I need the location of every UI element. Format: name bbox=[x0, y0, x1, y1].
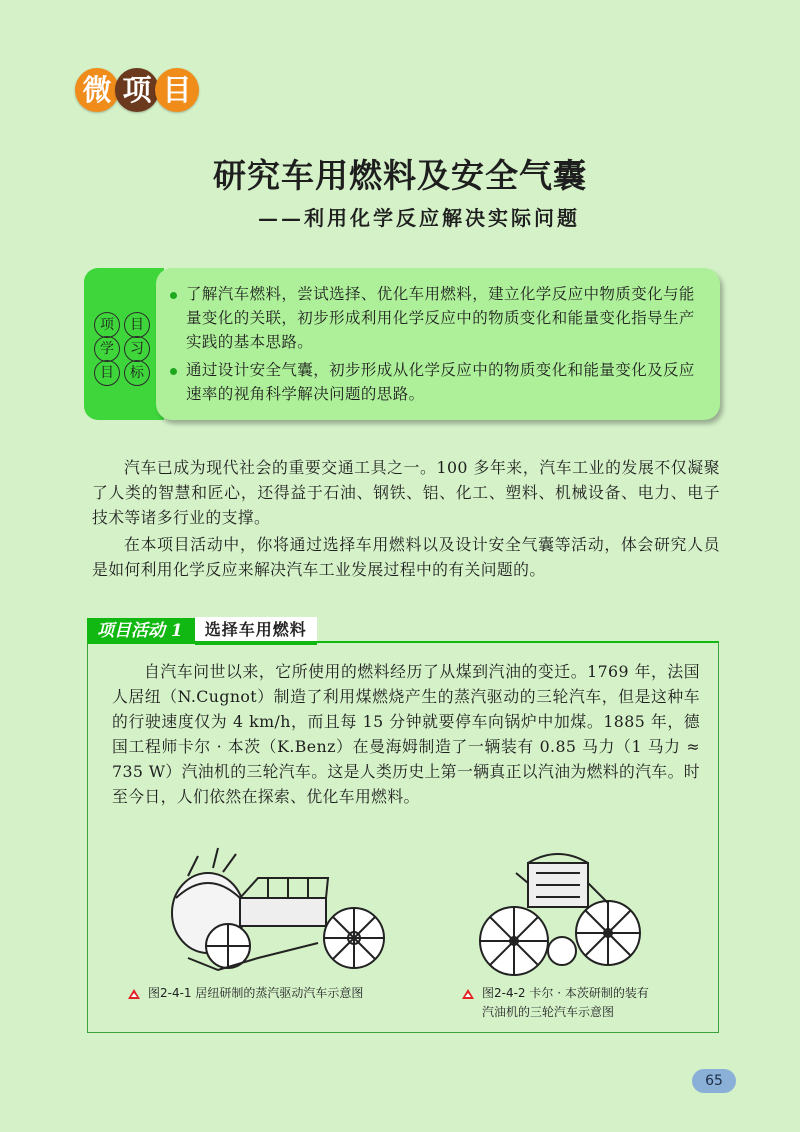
learning-goals-box bbox=[156, 268, 720, 420]
intro-paragraph: 在本项目活动中，你将通过选择车用燃料以及设计安全气囊等活动，体会研究人员是如何利用化学反应来解决汽车工业发展过程中的有关问题的。 bbox=[92, 535, 720, 579]
activity-box bbox=[87, 641, 719, 1033]
figure-marker-icon bbox=[462, 989, 474, 999]
bullet-icon bbox=[170, 368, 177, 375]
page-title: 研究车用燃料及安全气囊 bbox=[213, 156, 587, 195]
steam-car-illustration bbox=[158, 838, 398, 988]
intro-paragraph: 汽车已成为现代社会的重要交通工具之一。100 多年来，汽车工业的发展不仅凝聚了人类的智慧和匠心，还得益于石油、钢铁、铝、化工、塑料、机械设备、电力、电子技术等诸多行业的支撑。 bbox=[92, 458, 720, 527]
goal-label-char: 项 bbox=[94, 312, 120, 338]
goal-label-char: 标 bbox=[124, 360, 150, 386]
goal-item: 通过设计安全气囊，初步形成从化学反应中的物质变化和能量变化及反应速率的视角科学解决问题的思路。 bbox=[186, 361, 695, 403]
figure-caption-2-line-1: 图2-4-2 卡尔 · 本茨研制的装有 bbox=[482, 986, 649, 1000]
goal-label-char: 目 bbox=[94, 360, 120, 386]
goal-label-char: 习 bbox=[124, 336, 150, 362]
benz-car-illustration bbox=[476, 843, 646, 983]
badge-char-1: 微 bbox=[75, 68, 119, 112]
page-number: 65 bbox=[692, 1069, 736, 1093]
badge-char-3: 目 bbox=[155, 68, 199, 112]
micro-project-badge bbox=[75, 68, 195, 112]
learning-goals-tab bbox=[84, 268, 164, 420]
goal-label-char: 学 bbox=[94, 336, 120, 362]
badge-char-2: 项 bbox=[115, 68, 159, 112]
goal-label-char: 目 bbox=[124, 312, 150, 338]
figure-marker-icon bbox=[128, 989, 140, 999]
activity-paragraph: 自汽车问世以来，它所使用的燃料经历了从煤到汽油的变迁。1769 年，法国人居纽（N.Cugnot）制造了利用煤燃烧产生的蒸汽驱动的三轮汽车，但是这种车的行驶速度仅为 4 km/h，而且每 15 分钟就要停车向锅炉中加煤。1885 年，德国工程师卡尔 · 本茨（K.Benz）在曼海姆制造了一辆装有 0.85 马力（1 马力 ≈ 735 W）汽油机的三轮汽车。这是人类历史上第一辆真正以汽油为燃料的汽车。时至今日，人们依然在探索、优化车用燃料。 bbox=[112, 662, 700, 806]
figure-caption-1: 图2-4-1 居纽研制的蒸汽驱动汽车示意图 bbox=[148, 986, 364, 1000]
figure-caption-2-line-2: 汽油机的三轮汽车示意图 bbox=[482, 1005, 615, 1019]
bullet-icon bbox=[170, 292, 177, 299]
activity-tab-label: 项目活动 1 bbox=[87, 618, 195, 644]
goal-item: 了解汽车燃料，尝试选择、优化车用燃料，建立化学反应中物质变化与能量变化的关联，初步形成利用化学反应中的物质变化和能量变化指导生产实践的基本思路。 bbox=[186, 285, 695, 351]
activity-name: 选择车用燃料 bbox=[195, 617, 317, 645]
page-subtitle: ——利用化学反应解决实际问题 bbox=[258, 206, 580, 230]
